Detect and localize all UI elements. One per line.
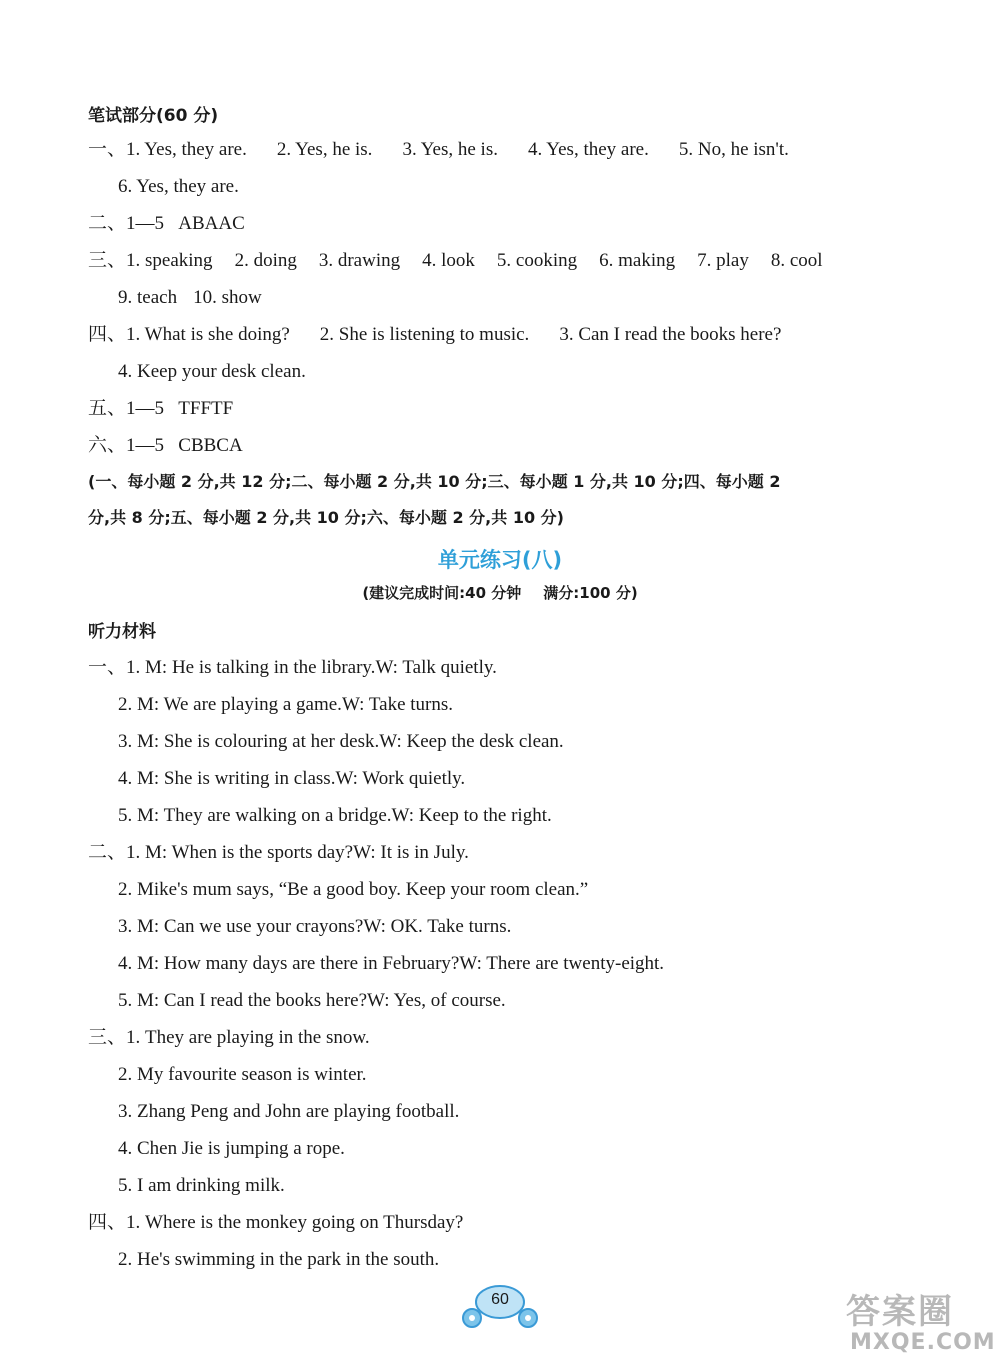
q1-answer-3: 3. Yes, he is. bbox=[402, 139, 498, 160]
written-section-heading: 笔试部分(60 分) bbox=[88, 106, 219, 126]
q2-answers: 1—5 ABAAC bbox=[126, 213, 245, 234]
q4-answer-1: 1. What is she doing? bbox=[126, 324, 290, 345]
listen-p3-line-2: 2. My favourite season is winter. bbox=[118, 1064, 367, 1085]
listen-p1-line-4 bbox=[118, 767, 465, 791]
q3-line-2 bbox=[118, 286, 262, 310]
q1-num: 一、 bbox=[88, 139, 127, 160]
listen-p3-line-4: 4. Chen Jie is jumping a rope. bbox=[118, 1138, 345, 1159]
listen-p1-line-3 bbox=[118, 730, 564, 754]
listening-heading: 听力材料 bbox=[88, 622, 156, 642]
listen-p2-num: 二、 bbox=[88, 842, 127, 863]
listen-p3-1: 1. They are playing in the snow. bbox=[126, 1027, 370, 1048]
watermark-logo bbox=[840, 1282, 996, 1362]
listen-p1-line-5 bbox=[118, 804, 552, 828]
q1-line-2 bbox=[118, 175, 239, 199]
listen-p2-line-1 bbox=[88, 841, 469, 865]
listen-p1-4-w: W: Work quietly. bbox=[335, 768, 466, 789]
listen-p3-line-3: 3. Zhang Peng and John are playing football. bbox=[118, 1101, 460, 1122]
q3-answer-6: 6. making bbox=[599, 250, 676, 271]
listen-p2-1-m: 1. M: When is the sports day? bbox=[126, 842, 354, 863]
q3-answer-9: 9. teach bbox=[118, 287, 178, 308]
listen-p3-line-1 bbox=[88, 1026, 370, 1050]
listen-p2-3-w: W: OK. Take turns. bbox=[363, 916, 512, 937]
q4-answer-2: 2. She is listening to music. bbox=[319, 324, 530, 345]
listen-p1-5-w: W: Keep to the right. bbox=[391, 805, 552, 826]
listen-p2-1-w: W: It is in July. bbox=[353, 842, 469, 863]
q3-line bbox=[88, 249, 823, 273]
scoring-note-line-2: 分,共 8 分;五、每小题 2 分,共 10 分;六、每小题 2 分,共 10 分) bbox=[88, 508, 564, 527]
q6-num: 六、 bbox=[88, 435, 127, 456]
listen-p2-line-4 bbox=[118, 952, 664, 976]
q6-answers: 1—5 CBBCA bbox=[126, 435, 243, 456]
q3-answer-2: 2. doing bbox=[234, 250, 297, 271]
q3-answer-10: 10. show bbox=[193, 287, 262, 308]
q4-num: 四、 bbox=[88, 324, 127, 345]
listen-p1-1-m: 1. M: He is talking in the library. bbox=[126, 657, 376, 678]
q5-num: 五、 bbox=[88, 398, 127, 419]
q1-answer-1: 1. Yes, they are. bbox=[126, 139, 247, 160]
q2-line bbox=[88, 212, 245, 236]
listen-p2-4-m: 4. M: How many days are there in February? bbox=[118, 953, 460, 974]
listen-p1-5-m: 5. M: They are walking on a bridge. bbox=[118, 805, 392, 826]
page-number-badge bbox=[460, 1280, 540, 1334]
q2-num: 二、 bbox=[88, 213, 127, 234]
q4-answer-3: 3. Can I read the books here? bbox=[559, 324, 782, 345]
listen-p1-3-w: W: Keep the desk clean. bbox=[379, 731, 564, 752]
scoring-note-line-1: (一、每小题 2 分,共 12 分;二、每小题 2 分,共 10 分;三、每小题 1 分,共 10 分;四、每小题 2 bbox=[88, 472, 781, 491]
q1-answer-4: 4. Yes, they are. bbox=[528, 139, 649, 160]
listen-p1-num: 一、 bbox=[88, 657, 127, 678]
listen-p1-line-2 bbox=[118, 693, 453, 717]
q3-answer-8: 8. cool bbox=[770, 250, 823, 271]
listen-p1-3-m: 3. M: She is colouring at her desk. bbox=[118, 731, 380, 752]
q1-line bbox=[88, 138, 789, 162]
q1-answer-2: 2. Yes, he is. bbox=[276, 139, 373, 160]
listen-p1-4-m: 4. M: She is writing in class. bbox=[118, 768, 336, 789]
q1-answer-5: 5. No, he isn't. bbox=[678, 139, 789, 160]
listen-p4-num: 四、 bbox=[88, 1212, 127, 1233]
unit-title: 单元练习(八) bbox=[437, 548, 563, 572]
q5-line bbox=[88, 397, 233, 421]
listen-p4-line-2: 2. He's swimming in the park in the south. bbox=[118, 1249, 440, 1270]
listen-p4-line-1 bbox=[88, 1211, 463, 1235]
listen-p1-1-w: W: Talk quietly. bbox=[375, 657, 497, 678]
listen-p2-line-2 bbox=[118, 878, 588, 902]
listen-p1-2-w: W: Take turns. bbox=[341, 694, 453, 715]
q6-line bbox=[88, 434, 243, 458]
q4-line bbox=[88, 323, 781, 347]
q4-line-2 bbox=[118, 360, 306, 384]
watermark-url: MXQE.COM bbox=[850, 1330, 996, 1355]
q4-answer-4: 4. Keep your desk clean. bbox=[118, 361, 306, 382]
q5-answers: 1—5 TFFTF bbox=[126, 398, 234, 419]
unit-score: 满分:100 分) bbox=[543, 584, 638, 602]
listen-p2-5-w: W: Yes, of course. bbox=[367, 990, 506, 1011]
page-number: 60 bbox=[491, 1291, 509, 1308]
q3-answer-1: 1. speaking bbox=[126, 250, 213, 271]
listen-p2-4-w: W: There are twenty-eight. bbox=[459, 953, 665, 974]
q3-answer-7: 7. play bbox=[697, 250, 749, 271]
listen-p3-line-5: 5. I am drinking milk. bbox=[118, 1175, 285, 1196]
q1-answer-6: 6. Yes, they are. bbox=[118, 176, 239, 197]
q3-num: 三、 bbox=[88, 250, 127, 271]
q3-answer-5: 5. cooking bbox=[496, 250, 578, 271]
listen-p2-2: 2. Mike's mum says, “Be a good boy. Keep your room clean.” bbox=[118, 879, 589, 900]
listen-p2-3-m: 3. M: Can we use your crayons? bbox=[118, 916, 364, 937]
watermark-cn: 答案圈 bbox=[846, 1292, 954, 1332]
listen-p2-line-3 bbox=[118, 915, 511, 939]
listen-p2-line-5 bbox=[118, 989, 506, 1013]
listen-p1-2-m: 2. M: We are playing a game. bbox=[118, 694, 342, 715]
listen-p3-num: 三、 bbox=[88, 1027, 127, 1048]
q3-answer-3: 3. drawing bbox=[318, 250, 401, 271]
unit-time: (建议完成时间:40 分钟 bbox=[362, 584, 522, 602]
unit-subtitle bbox=[0, 582, 1000, 603]
listen-p1-line-1 bbox=[88, 656, 497, 680]
q3-answer-4: 4. look bbox=[422, 250, 475, 271]
listen-p2-5-m: 5. M: Can I read the books here? bbox=[118, 990, 368, 1011]
listen-p4-1: 1. Where is the monkey going on Thursday? bbox=[126, 1212, 464, 1233]
